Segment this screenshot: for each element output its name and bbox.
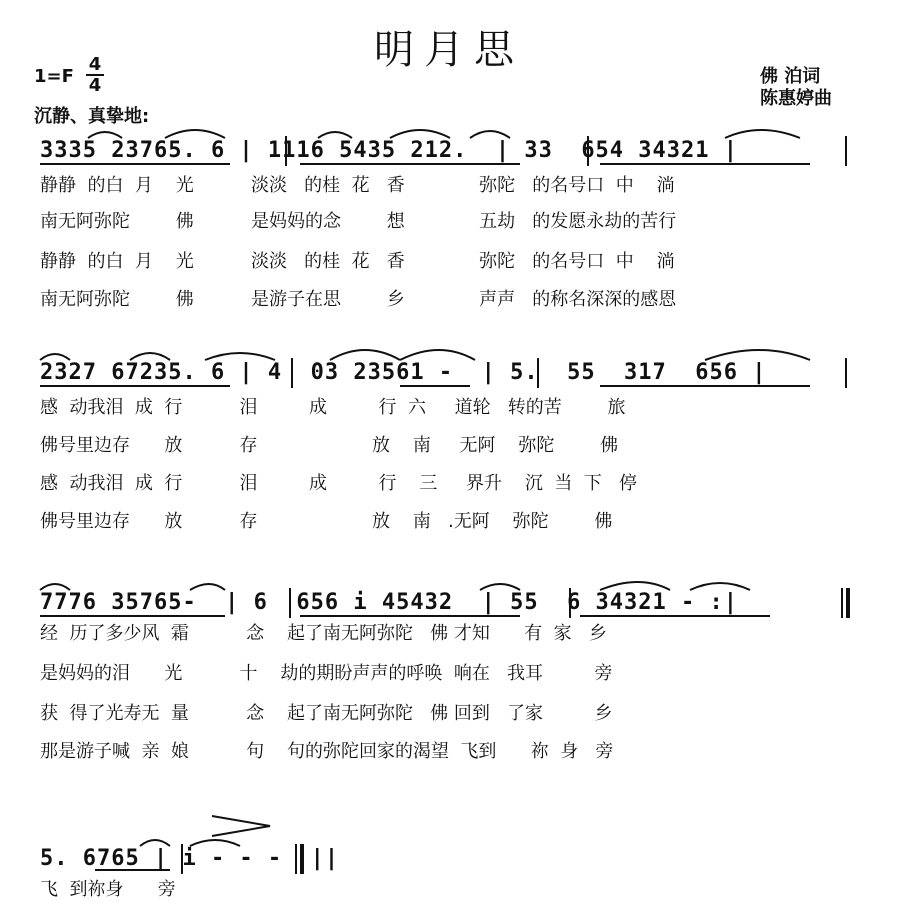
- tempo-marking: 沉静、真挚地:: [34, 106, 150, 127]
- lyric-line: 获 得了光寿无 量 念 起了南无阿弥陀 佛 回到 了家 乡: [40, 703, 613, 724]
- notes-line: 7776 35765- | 6 656 i 45432 | 55 6 34321 - :|: [40, 590, 739, 615]
- lyric-line: 那是游子喊 亲 娘 句 句的弥陀回家的渴望 飞到 祢 身 旁: [40, 741, 614, 762]
- lyric-line: 经 历了多少风 霜 念 起了南无阿弥陀 佛 才知 有 家 乡: [40, 623, 607, 644]
- lyricist: 佛 泊词: [760, 66, 821, 87]
- lyric-line: 飞 到祢身 旁: [40, 879, 176, 900]
- time-signature-top: 4: [88, 54, 102, 75]
- lyric-line: 静静 的白 月 光 淡淡 的桂 花 香 弥陀 的名号口 中 淌: [40, 175, 675, 196]
- lyric-line: 静静 的白 月 光 淡淡 的桂 花 香 弥陀 的名号口 中 淌: [40, 251, 675, 272]
- notes-line: 5. 6765 | i - - - ||: [40, 846, 340, 871]
- lyric-line: 佛号里边存 放 存 放 南 无阿 弥陀 佛: [40, 435, 619, 456]
- lyric-line: 感 动我泪 成 行 泪 成 行 三 界升 沉 当 下 停: [40, 473, 637, 494]
- lyric-line: 佛号里边存 放 存 放 南 .无阿 弥陀 佛: [40, 511, 613, 532]
- song-title: 明月思: [374, 27, 524, 73]
- time-signature-bottom: 4: [88, 75, 102, 96]
- notes-line: 3335 23765. 6 | 1116 5435 212. | 33 654 34321 |: [40, 138, 739, 163]
- key-signature: 1=F: [34, 66, 74, 87]
- lyric-line: 南无阿弥陀 佛 是妈妈的念 想 五劫 的发愿永劫的苦行: [40, 211, 677, 232]
- notes-line: 2327 67235. 6 | 4 03 23561 - | 5. 55 317 656 |: [40, 360, 767, 385]
- lyric-line: 南无阿弥陀 佛 是游子在思 乡 声声 的称名深深的感恩: [40, 289, 677, 310]
- composer: 陈惠婷曲: [760, 88, 832, 109]
- lyric-line: 感 动我泪 成 行 泪 成 行 六 道轮 转的苦 旅: [40, 397, 626, 418]
- lyric-line: 是妈妈的泪 光 十 劫的期盼声声的呼唤 响在 我耳 旁: [40, 663, 613, 684]
